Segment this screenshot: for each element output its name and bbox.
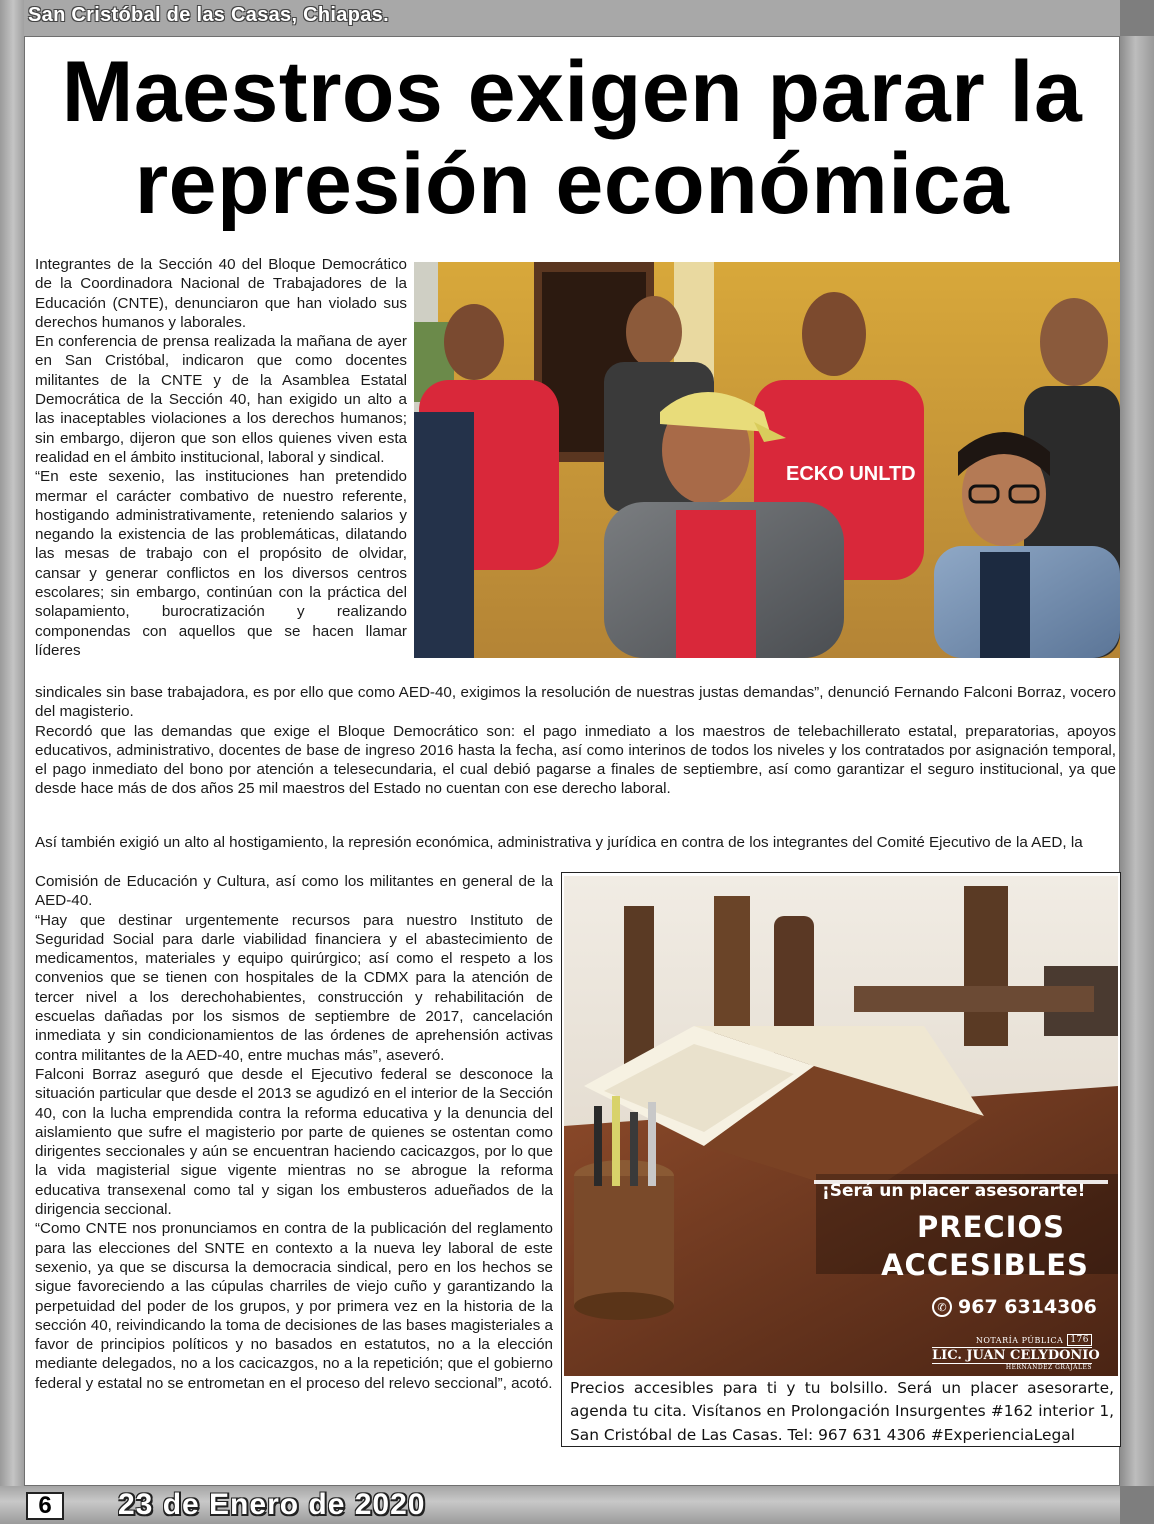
frame-corner [1120, 1486, 1154, 1524]
paragraph: “Como CNTE nos pronunciamos en contra de la publicación del reglamento para las elecciones del SNTE en contexto a la nueva ley laboral de este sexenio, ya que se discursa la democracia sindical, pero en los hechos se sigue favoreciendo a las cúpulas charriles de viejo cuño y garantizando la perpetuidad del poder de los grupos, y por primera vez en la historia de la sección 40, reivindicando la toma de decisiones de las bases magisteriales a favor de principios políticos y no basados en estatutos, no a la elección mediante delegados, no a los cacicazgos, no a la repetición; que el gobierno federal y estatal no se entrometan en el proceso del relevo seccional”, acotó. [35, 1220, 553, 1392]
phone-icon: ✆ [932, 1297, 952, 1317]
article-column-a [35, 255, 407, 660]
shirt-text: ECKO UNLTD [786, 463, 916, 485]
notary-number: 176 [1067, 1334, 1092, 1346]
paragraph: “En este sexenio, las instituciones han pretendido mermar el carácter combativo de nuestro referente, hostigando administrativamente, reteniendo salarios y negando la existencia de las problemáticas, dilatando las mesas de trabajo con el propósito de olvidar, cansar y generar conflictos en los diversos centros escolares; sin embargo, continúan con la práctica del solapamiento, burocratización y realizando componendas con aquellos que se hacen llamar líderes [35, 468, 407, 659]
press-conference-photo [414, 262, 1120, 658]
location-header: San Cristóbal de las Casas, Chiapas. [28, 4, 389, 26]
ad-headline-line-2: ACCESIBLES [881, 1248, 1089, 1282]
paragraph: “Hay que destinar urgentemente recursos para nuestro Instituto de Seguridad Social para darle viabilidad financiera y el abastecimiento de medicamentos, materiales y equipo quirúrgico; así como el respeto a los convenios que se tienen con hospitales de la CDMX para la atención de tercer nivel a los derechohabientes, construcción y rehabilitación de escuelas dañadas por los sismos de septiembre de 2017, cancelación inmediata y sin condicionamientos de las órdenes de aprehensión activas contra militantes de la AED-40, entre muchas más”, aseveró. [35, 911, 553, 1064]
ad-image [564, 876, 1118, 1376]
article-column-b [35, 872, 553, 1393]
paragraph: En conferencia de prensa realizada la mañana de ayer en San Cristóbal, indicaron que como docentes militantes de la CNTE y de la Asamblea Estatal Democrática de la Sección 40, han exigido un alto a las inaceptables violaciones a los derechos humanos; sin embargo, dijeron que son ellos quienes viven esta realidad en el ámbito institucional, laboral y sindical. [35, 333, 407, 466]
headline [24, 46, 1120, 230]
notary-advertisement[interactable] [561, 872, 1121, 1447]
paragraph: Recordó que las demandas que exige el Bloque Democrático son: el pago inmediato a los maestros de telebachillerato estatal, preparatorias, apoyos educativos, administrativo, docentes de base de ingreso 2016 hasta la fecha, así como interinos de todos los niveles y los contratados por asignación temporal, el pago inmediato del bono por atención a telesecundaria, el cual debió pagarse a finales de septiembre, así como garantizar el seguro institucional, ya que desde hace más de dos años 25 mil maestros del Estado no cuentan con ese derecho laboral. [35, 722, 1116, 798]
paragraph: Falconi Borraz aseguró que desde el Ejecutivo federal se desconoce la situación particular que desde el 2013 se agudizó en el interior de la Sección 40, con la lucha emprendida contra la reforma educativa y la denuncia del aislamiento que sufre el magisterio por parte de quienes se ostentan como dirigentes seccionales y aún se encuentran haciendo cacicazgos, por lo que la vida magisterial sigue vigente mientras no se abrogue la reforma educativa transexenal como tal y sigan los embusteros adueñados de la dirigencia seccional. [35, 1065, 553, 1219]
frame-left [0, 0, 24, 1524]
ad-phone-row[interactable] [932, 1296, 1097, 1318]
paragraph: Integrantes de la Sección 40 del Bloque Democrático de la Coordinadora Nacional de Trabajadores de la Educación (CNTE), denunciaron que han violado sus derechos humanos y laborales. [35, 256, 407, 331]
ad-phone: 967 6314306 [958, 1296, 1097, 1318]
frame-right [1120, 0, 1154, 1524]
article-wide-section-a [35, 683, 1116, 799]
notary-name: LIC. JUAN CELYDONIO [932, 1348, 1100, 1363]
headline-line-1: Maestros exigen parar la [61, 44, 1083, 140]
notary-logo [932, 1334, 1100, 1371]
ad-tagline: ¡Será un placer asesorarte! [822, 1181, 1086, 1201]
paragraph: sindicales sin base trabajadora, es por ello que como AED-40, exigimos la resolución de nuestras justas demandas”, denunció Fernando Falconi Borraz, vocero del magisterio. [35, 684, 1116, 721]
paragraph: Comisión de Educación y Cultura, así como los militantes en general de la AED-40. [35, 873, 553, 910]
page-number: 6 [26, 1492, 64, 1520]
article-wide-section-b [35, 833, 1116, 852]
notary-surname: HERNANDEZ GRAJALES [1005, 1364, 1092, 1371]
paragraph: Así también exigió un alto al hostigamiento, la represión económica, administrativa y jurídica en contra de los integrantes del Comité Ejecutivo de la AED, la [35, 834, 1083, 851]
ad-caption: Precios accesibles para ti y tu bolsillo. Será un placer asesorarte, agenda tu cita. Visítanos en Prolongación Insurgentes #162 interior 1, San Cristóbal de Las Casas. Tel: 967 631 4306 #ExperienciaLegal [570, 1379, 1114, 1444]
notary-label: NOTARÍA PÚBLICA [975, 1335, 1064, 1345]
issue-date: 23 de Enero de 2020 [118, 1488, 426, 1521]
frame-corner [1120, 0, 1154, 36]
ad-headline-line-1: PRECIOS [916, 1210, 1065, 1244]
headline-line-2: represión económica [134, 136, 1010, 232]
